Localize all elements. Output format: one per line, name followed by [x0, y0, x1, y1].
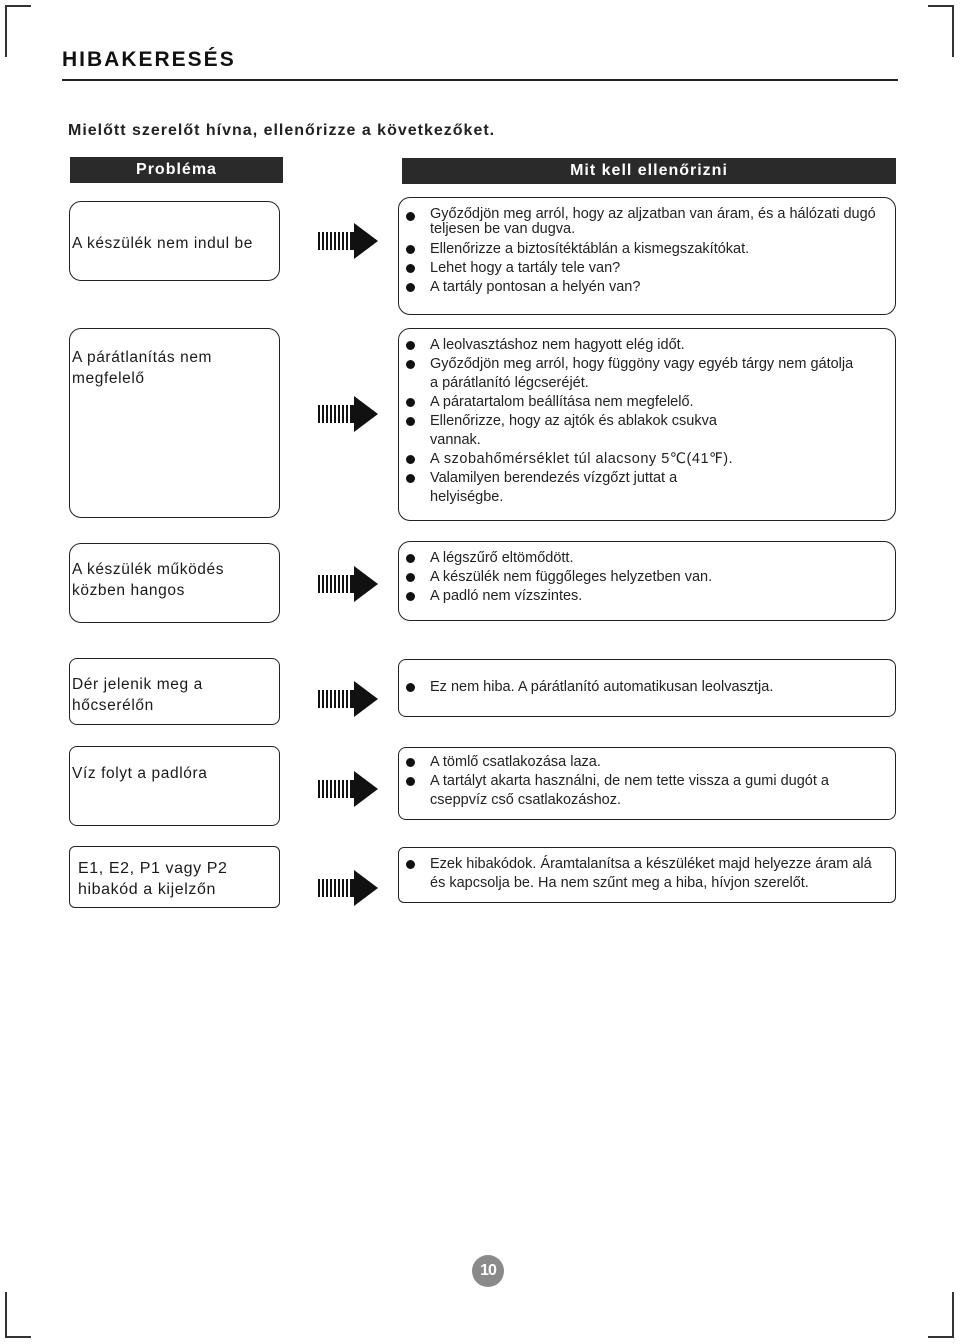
crop-mark — [952, 5, 954, 57]
arrow-right-icon — [318, 219, 380, 263]
arrow-right-icon — [318, 392, 380, 436]
crop-mark — [5, 5, 7, 57]
arrow-right-icon — [318, 866, 380, 910]
check-list — [404, 336, 854, 507]
title-divider — [62, 79, 898, 81]
check-item: Ez nem hiba. A párátlanító automatikusan leolvasztja. — [404, 678, 884, 697]
page-number-badge: 10 — [472, 1255, 504, 1287]
problem-text: Víz folyt a padlóra — [72, 765, 208, 782]
check-list — [404, 678, 884, 697]
check-item: A szobahőmérséklet túl alacsony 5℃(41℉). — [404, 450, 854, 469]
check-item: A páratartalom beállítása nem megfelelő. — [404, 393, 854, 412]
check-item: Ezek hibakódok. Áramtalanítsa a készüléket majd helyezze áram alá és kapcsolja be. Ha nem szűnt meg a hiba, hívjon szerelőt. — [404, 855, 884, 893]
check-item: Lehet hogy a tartály tele van? — [404, 259, 884, 278]
page-title: HIBAKERESÉS — [62, 48, 236, 71]
problem-column-header: Probléma — [70, 157, 283, 183]
check-item: Győződjön meg arról, hogy függöny vagy egyéb tárgy nem gátolja a párátlanító légcseréjét. — [404, 355, 854, 393]
check-list — [404, 753, 874, 810]
check-item: A tömlő csatlakozása laza. — [404, 753, 874, 772]
arrow-right-icon — [318, 677, 380, 721]
problem-box — [69, 746, 280, 826]
problem-text: Dér jelenik meg a hőcserélőn — [72, 676, 203, 714]
check-item: Valamilyen berendezés vízgőzt juttat a helyiségbe. — [404, 469, 730, 507]
problem-text: E1, E2, P1 vagy P2 hibakód a kijelzőn — [78, 860, 228, 898]
check-item: A leolvasztáshoz nem hagyott elég időt. — [404, 336, 854, 355]
intro-text: Mielőtt szerelőt hívna, ellenőrizze a következőket. — [68, 122, 496, 139]
crop-mark — [5, 1292, 7, 1338]
check-item: A tartályt akarta használni, de nem tette vissza a gumi dugót a cseppvíz cső csatlakozáshoz. — [404, 772, 874, 810]
check-item: A készülék nem függőleges helyzetben van. — [404, 568, 884, 587]
check-list — [404, 855, 884, 893]
check-list — [404, 549, 884, 606]
check-item: A tartály pontosan a helyén van? — [404, 278, 884, 297]
arrow-right-icon — [318, 767, 380, 811]
check-item: Győződjön meg arról, hogy az aljzatban van áram, és a hálózati dugó teljesen be van dugva. — [404, 207, 884, 237]
problem-text: A készülék működés közben hangos — [72, 561, 225, 599]
check-list — [404, 207, 884, 297]
check-item: A légszűrő eltömődött. — [404, 549, 884, 568]
page-header — [62, 48, 898, 81]
crop-mark — [5, 5, 31, 7]
problem-text: A készülék nem indul be — [72, 235, 253, 252]
crop-mark — [5, 1336, 31, 1338]
problem-text: A párátlanítás nem megfelelő — [72, 349, 213, 387]
check-item: Ellenőrizze, hogy az ajtók és ablakok csukva vannak. — [404, 412, 760, 450]
crop-mark — [928, 1336, 954, 1338]
check-item: Ellenőrizze a biztosítéktáblán a kismegszakítókat. — [404, 240, 884, 259]
check-item: A padló nem vízszintes. — [404, 587, 884, 606]
crop-mark — [952, 1292, 954, 1338]
check-column-header: Mit kell ellenőrizni — [402, 158, 896, 184]
arrow-right-icon — [318, 562, 380, 606]
crop-mark — [928, 5, 954, 7]
